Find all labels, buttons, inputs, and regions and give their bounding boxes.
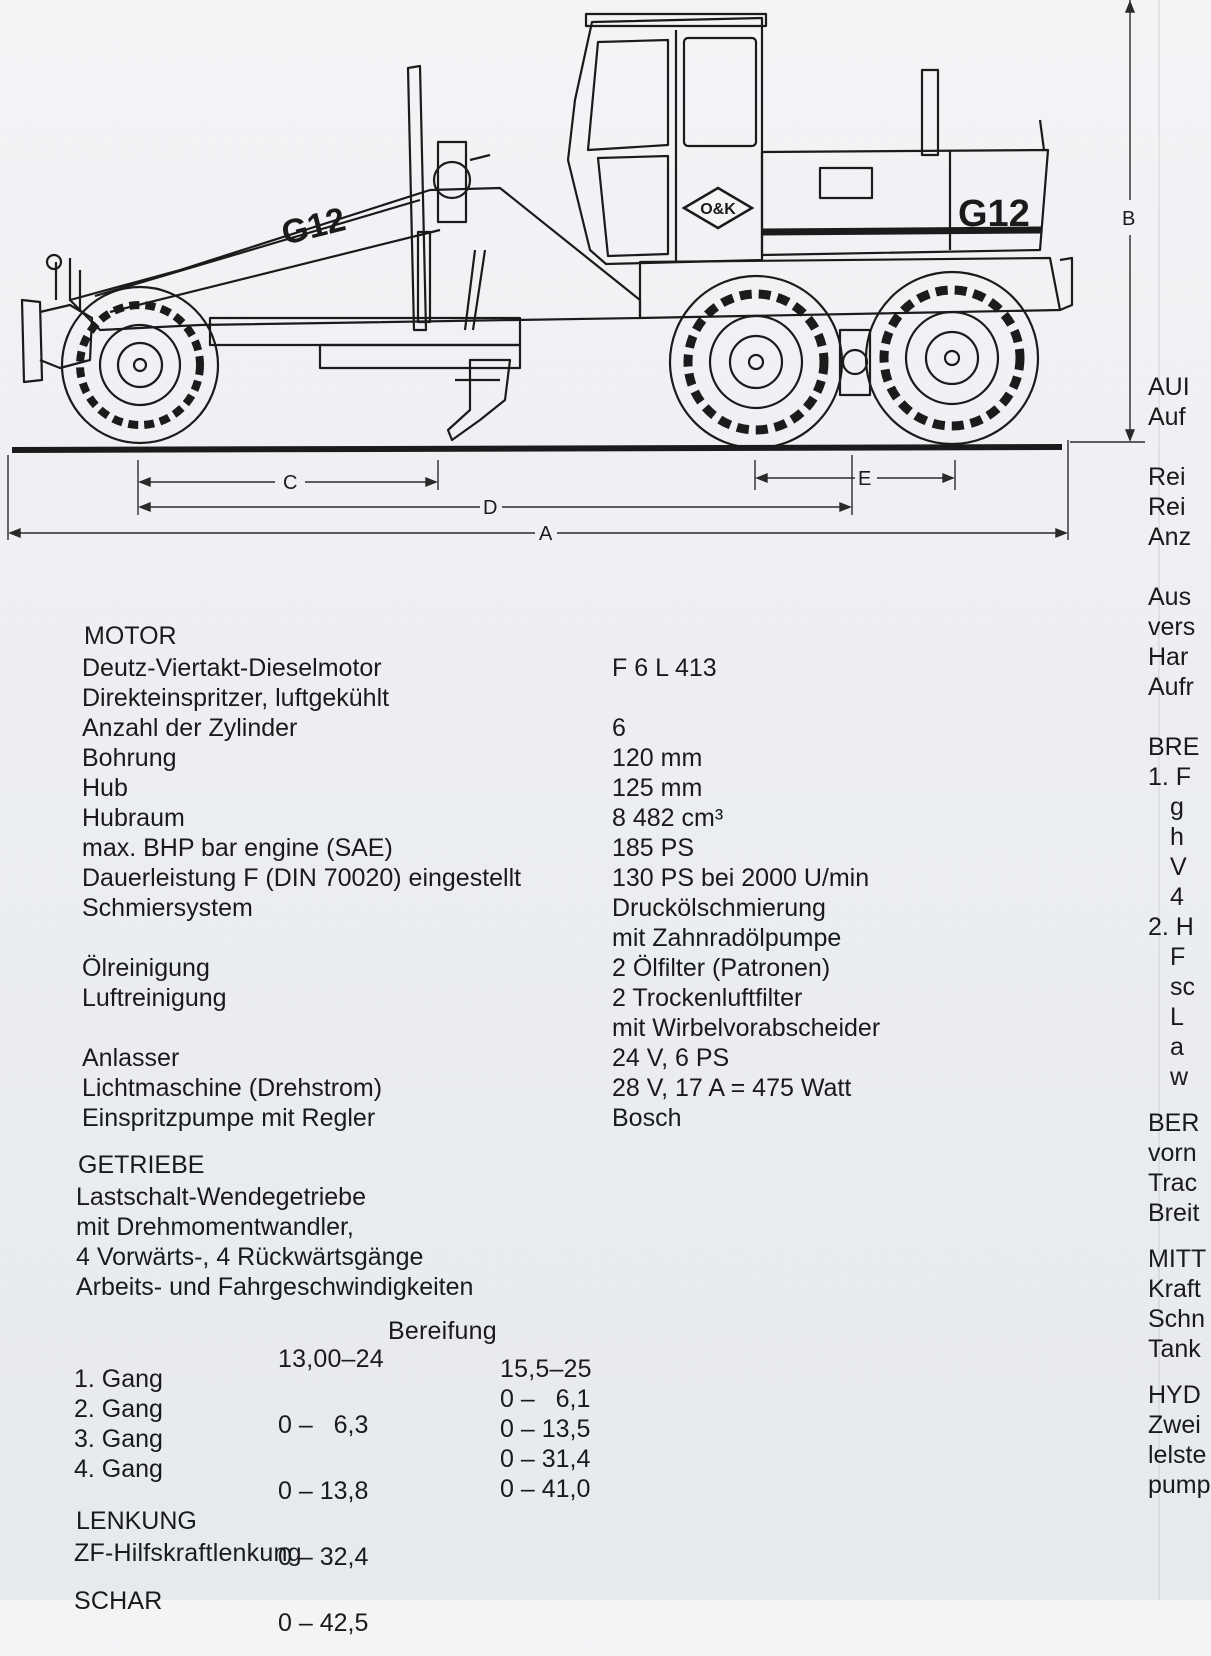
dimension-label-a: A — [539, 523, 553, 545]
right-column-line: Auf — [1148, 403, 1186, 431]
next-section-heading-cut: SCHAR — [74, 1587, 163, 1615]
model-label-body: G12 — [958, 193, 1030, 235]
right-column-line: AUI — [1148, 373, 1190, 401]
spec-value: Bosch — [612, 1104, 682, 1132]
spec-value: 120 mm — [612, 744, 703, 772]
dimension-label-d: D — [483, 497, 498, 519]
right-column-line: Schn — [1148, 1305, 1205, 1333]
getriebe-line: Arbeits- und Fahrgeschwindigkeiten — [76, 1273, 474, 1301]
gear-speeds-b — [500, 1384, 590, 1504]
front-push-plate — [22, 300, 42, 382]
getriebe-lines — [76, 1182, 473, 1302]
spec-value: 2 Trockenluftfilter — [612, 984, 803, 1012]
grader-side-view-drawing — [0, 0, 1200, 560]
spec-label: Direkteinspritzer, luftgekühlt — [82, 684, 390, 712]
gear-labels — [74, 1364, 163, 1484]
right-column-line: lelste — [1148, 1441, 1207, 1469]
spec-label: Bohrung — [82, 744, 177, 772]
gear-speeds-a — [278, 1374, 368, 1656]
tire-size-b: 15,5–25 — [500, 1355, 592, 1383]
rear-wheel-back — [866, 272, 1038, 444]
right-column-line: a — [1170, 1033, 1184, 1061]
spec-label: Hubraum — [82, 804, 185, 832]
spec-label: Einspritzpumpe mit Regler — [82, 1104, 376, 1132]
spec-label: max. BHP bar engine (SAE) — [82, 834, 393, 862]
right-column-line: h — [1170, 823, 1184, 851]
right-column-line: MITT — [1148, 1245, 1207, 1273]
spec-value: 8 482 cm³ — [612, 804, 724, 832]
gear-label: 3. Gang — [74, 1425, 163, 1453]
getriebe-line: 4 Vorwärts-, 4 Rückwärtsgänge — [76, 1243, 424, 1271]
gear-speed-a: 0 – 6,3 — [278, 1411, 369, 1439]
right-column-line: sc — [1170, 973, 1195, 1001]
tires-heading: Bereifung — [388, 1317, 497, 1345]
gear-label: 4. Gang — [74, 1455, 163, 1483]
motor-heading: MOTOR — [84, 622, 177, 650]
motor-labels — [82, 653, 521, 1133]
rear-wheel-front — [670, 276, 842, 448]
right-column-line: 4 — [1170, 883, 1184, 911]
lenkung-line: ZF-Hilfskraftlenkung — [74, 1539, 302, 1567]
cab-door-window — [598, 156, 668, 256]
model-label-boom: G12 — [277, 200, 350, 253]
right-column-line: Rei — [1148, 463, 1186, 491]
motor-values — [612, 653, 880, 1133]
dimension-label-b: B — [1122, 208, 1136, 230]
gear-label: 1. Gang — [74, 1365, 163, 1393]
spec-value: 130 PS bei 2000 U/min — [612, 864, 870, 892]
spec-value: 24 V, 6 PS — [612, 1044, 730, 1072]
spec-value: F 6 L 413 — [612, 654, 717, 682]
spec-value — [612, 683, 880, 713]
right-column-line: 1. F — [1148, 763, 1192, 791]
spec-value: Druckölschmierung — [612, 894, 826, 922]
ground-line — [12, 447, 1062, 450]
spec-label: Lichtmaschine (Drehstrom) — [82, 1074, 383, 1102]
right-column-line: HYD — [1148, 1381, 1201, 1409]
gear-speed-b: 0 – 41,0 — [500, 1475, 591, 1503]
gear-speed-a: 0 – 13,8 — [278, 1477, 369, 1505]
spec-label: Ölreinigung — [82, 954, 210, 982]
spec-label: Luftreinigung — [82, 984, 227, 1012]
gear-speed-a: 0 – 32,4 — [278, 1543, 369, 1571]
right-column-line: 2. H — [1148, 913, 1194, 941]
brand-logo-text: O&K — [700, 201, 736, 218]
right-column-line: Breit — [1148, 1199, 1200, 1227]
right-column-line: Har — [1148, 643, 1189, 671]
right-column-line: Anz — [1148, 523, 1192, 551]
spec-value: mit Zahnradölpumpe — [612, 924, 842, 952]
right-column-line: w — [1170, 1063, 1189, 1091]
spec-label: Hub — [82, 774, 128, 802]
spec-value: 2 Ölfilter (Patronen) — [612, 954, 831, 982]
spec-value: mit Wirbelvorabscheider — [612, 1014, 881, 1042]
lenkung-heading: LENKUNG — [76, 1507, 197, 1535]
gear-label: 2. Gang — [74, 1395, 163, 1423]
spec-value: 28 V, 17 A = 475 Watt — [612, 1074, 852, 1102]
right-column-line: V — [1170, 853, 1187, 881]
right-column-line: Zwei — [1148, 1411, 1201, 1439]
right-column-line: g — [1170, 793, 1184, 821]
right-column-line: BER — [1148, 1109, 1200, 1137]
spec-value: 6 — [612, 714, 626, 742]
spec-value: 185 PS — [612, 834, 695, 862]
right-column-line: pump — [1148, 1471, 1211, 1499]
right-column-line: Tank — [1148, 1335, 1201, 1363]
spec-value: 125 mm — [612, 774, 703, 802]
cab-window-right — [684, 38, 756, 146]
gear-speed-b: 0 – 13,5 — [500, 1415, 591, 1443]
spec-label: Anlasser — [82, 1044, 180, 1072]
right-column-line: Rei — [1148, 493, 1186, 521]
spec-label: Dauerleistung F (DIN 70020) eingestellt — [82, 864, 522, 892]
gear-speed-b: 0 – 6,1 — [500, 1385, 591, 1413]
moldboard-blade — [448, 360, 510, 440]
front-wheel — [62, 287, 218, 443]
boom-frame — [70, 188, 640, 330]
dimension-label-e: E — [858, 468, 872, 490]
right-column-line: vers — [1148, 613, 1196, 641]
cab-window-left — [588, 40, 668, 150]
getriebe-line: Lastschalt-Wendegetriebe — [76, 1183, 366, 1211]
right-column-line: Kraft — [1148, 1275, 1201, 1303]
page-fold-shadow — [1158, 0, 1160, 1600]
spec-label: Anzahl der Zylinder — [82, 714, 298, 742]
spec-label: Deutz-Viertakt-Dieselmotor — [82, 654, 382, 682]
gear-speed-a: 0 – 42,5 — [278, 1609, 369, 1637]
right-column-line: BRE — [1148, 733, 1200, 761]
right-column-line: Trac — [1148, 1169, 1198, 1197]
right-column-line: F — [1170, 943, 1186, 971]
gear-speed-b: 0 – 31,4 — [500, 1445, 591, 1473]
right-column-line: L — [1170, 1003, 1184, 1031]
dimension-label-c: C — [283, 472, 298, 494]
tire-size-a: 13,00–24 — [278, 1345, 384, 1373]
spec-label: Schmiersystem — [82, 894, 253, 922]
right-column-line: vorn — [1148, 1139, 1197, 1167]
right-column-line: Aus — [1148, 583, 1192, 611]
right-column-line: Aufr — [1148, 673, 1194, 701]
getriebe-line: mit Drehmomentwandler, — [76, 1213, 354, 1241]
getriebe-heading: GETRIEBE — [78, 1151, 205, 1179]
